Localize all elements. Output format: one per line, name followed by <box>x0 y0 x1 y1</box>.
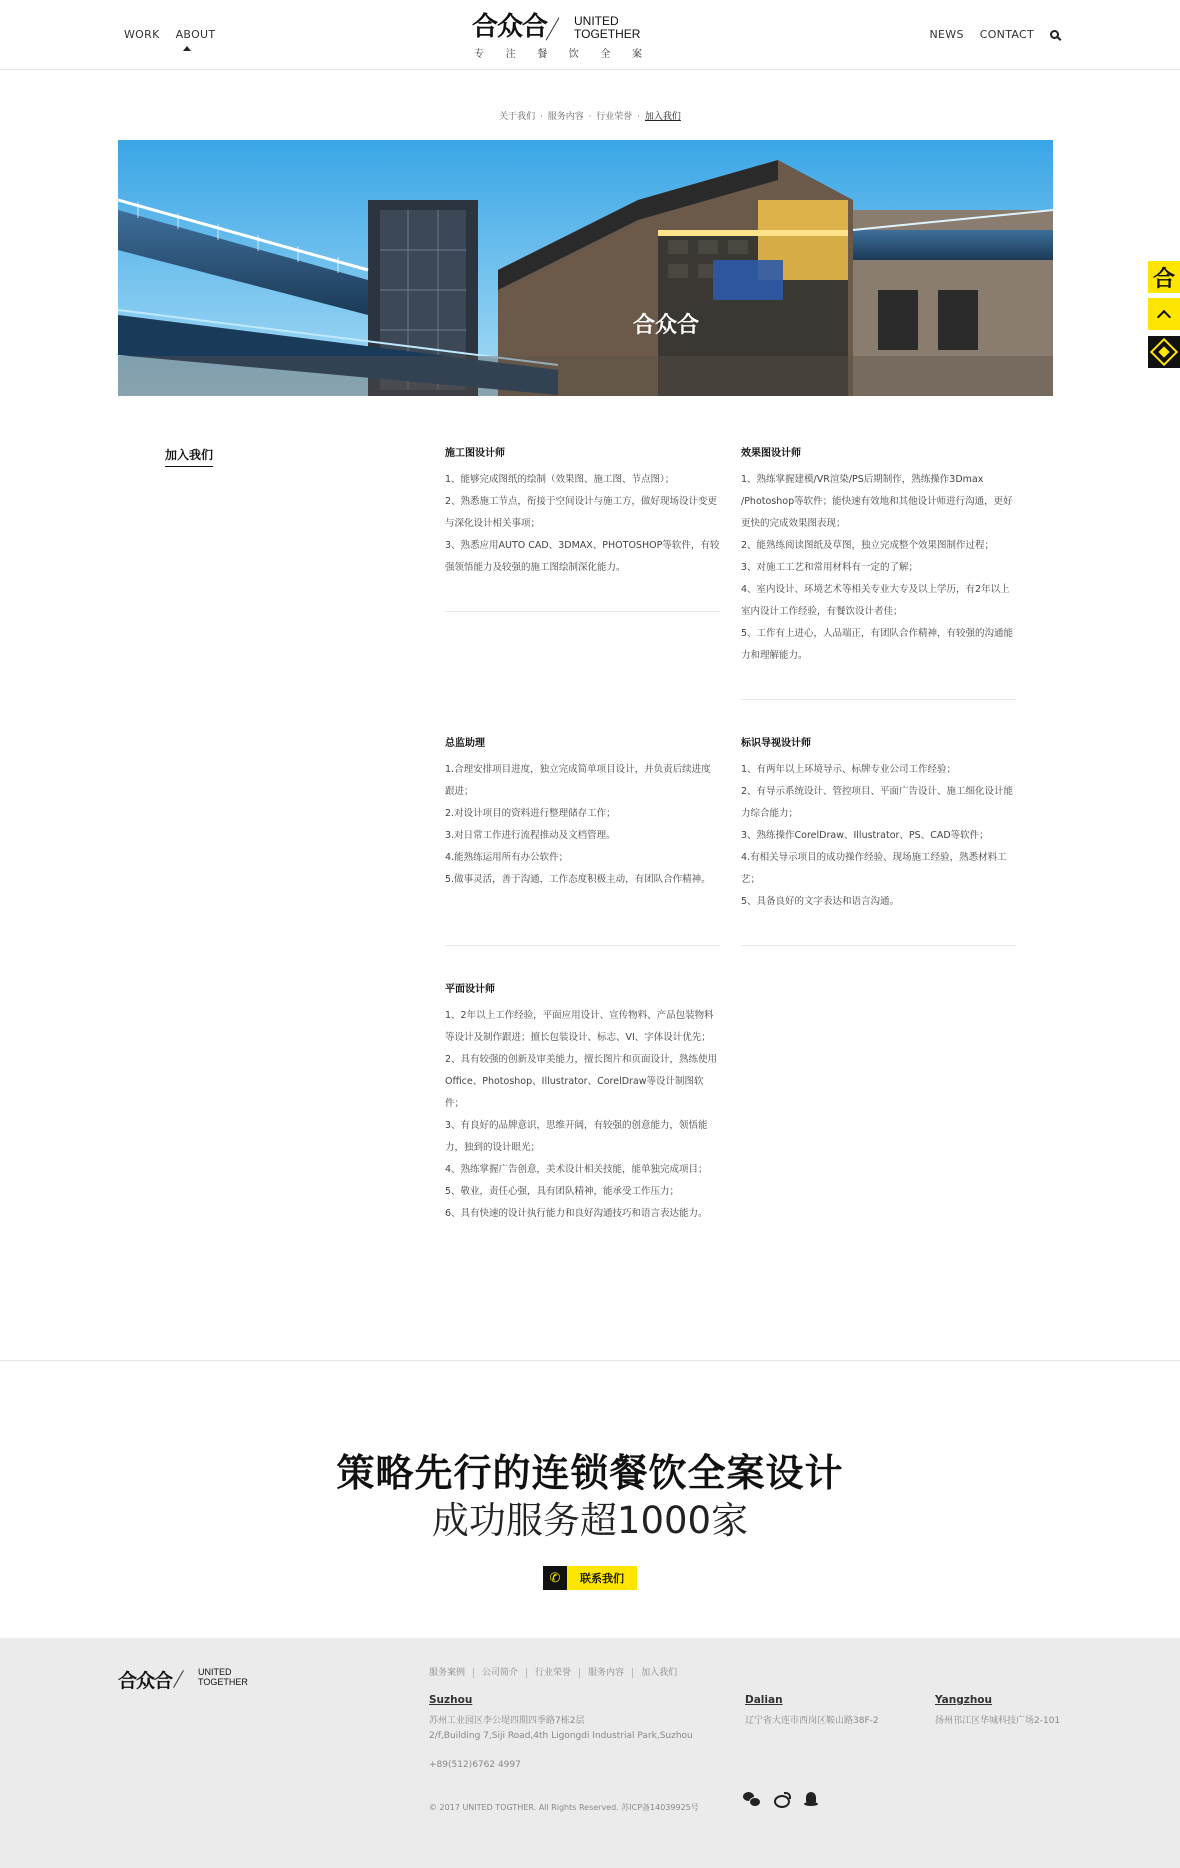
footer-link-join[interactable]: 加入我们 <box>632 1668 685 1678</box>
side-logo-glyph: 合 <box>1152 266 1175 292</box>
nav-active-caret-icon <box>183 46 191 51</box>
logo-tagline: 专 注 餐 饮 全 案 <box>474 49 642 60</box>
job-title: 总监助理 <box>445 738 485 749</box>
footer-links <box>429 1668 685 1678</box>
job-card <box>445 444 720 579</box>
footer-link-services[interactable]: 服务内容 <box>579 1668 632 1678</box>
footer-logo-english: UNITED TOGETHER <box>198 1667 248 1687</box>
footer-copyright: © 2017 UNITED TOGTHER. All Rights Reserved. 苏ICP备14039925号 <box>429 1803 699 1812</box>
logo-english: UNITED TOGETHER <box>574 14 641 41</box>
job-title: 平面设计师 <box>445 984 495 995</box>
contact-us-label: 联系我们 <box>580 1572 624 1585</box>
job-card <box>741 734 1016 913</box>
job-card <box>741 444 1016 667</box>
hero-illustration <box>118 140 1053 396</box>
qq-icon[interactable] <box>803 1792 819 1806</box>
footer-link-profile[interactable]: 公司简介 <box>473 1668 526 1678</box>
back-to-top-button[interactable] <box>1148 298 1180 330</box>
banner-headline: 策略先行的连锁餐饮全案设计 <box>336 1451 844 1495</box>
banner-subheadline: 成功服务超1000家 <box>431 1499 749 1542</box>
qr-code-icon <box>1150 338 1178 366</box>
job-divider <box>741 699 1016 700</box>
contact-us-button[interactable] <box>543 1566 637 1590</box>
job-divider <box>741 945 1016 946</box>
section-divider <box>0 1360 1180 1361</box>
logo-chinese: 合众合 <box>472 12 548 42</box>
site-footer <box>0 1638 1180 1868</box>
weibo-icon[interactable] <box>773 1792 789 1806</box>
nav-left <box>124 28 215 41</box>
wechat-icon[interactable] <box>743 1792 759 1806</box>
footer-link-honors[interactable]: 行业荣誉 <box>526 1668 579 1678</box>
job-description: 1、熟练掌握建模/VR渲染/PS后期制作，熟练操作3Dmax /Photoshop等软件；能快速有效地和其他设计师进行沟通，更好更快的完成效果图表现； 2、能熟练阅读图纸及草图，独立完成整个效果图制作过程； 3、对施工工艺和常用材料有一定的了解； 4、室内设计、环境艺术等相关专业大专及以上学历，有2年以上室内设计工作经验，有餐饮设计者佳； 5、工作有上进心，人品端正，有团队合作精神，有较强的沟通能力和理解能力。 <box>741 474 1014 661</box>
site-logo[interactable] <box>472 12 652 60</box>
job-title: 效果图设计师 <box>741 448 801 459</box>
nav-contact-link[interactable]: CONTACT <box>979 28 1034 41</box>
job-description: 1、有两年以上环境导示、标牌专业公司工作经验； 2、有导示系统设计、管控项目、平面广告设计、施工细化设计能力综合能力； 3、熟练操作CorelDraw、Illustrator、PS、CAD等软件； 4.有相关导示项目的成功操作经验、现场施工经验，熟悉材料工艺； 5、具备良好的文字表达和语言沟通。 <box>741 764 1014 907</box>
job-card <box>445 980 720 1225</box>
breadcrumb-about[interactable]: 关于我们 <box>499 112 536 122</box>
job-description: 1.合理安排项目进度，独立完成简单项目设计，并负责后续进度跟进； 2.对设计项目的资料进行整理储存工作； 3.对日常工作进行流程推动及文档管理。 4.能熟练运用所有办公软件； 5.做事灵活，善于沟通，工作态度积极主动，有团队合作精神。 <box>445 764 711 885</box>
office-dalian <box>745 1694 879 1729</box>
breadcrumb-services[interactable]: 服务内容 <box>547 112 584 122</box>
nav-about-link[interactable]: ABOUT <box>175 28 216 41</box>
hero-sign-text: 合众合 <box>633 312 700 338</box>
office-city[interactable]: Dalian <box>745 1694 783 1706</box>
hero-building-photo <box>118 140 1053 396</box>
site-header <box>0 0 1180 70</box>
qr-code-button[interactable] <box>1148 336 1180 368</box>
breadcrumb: 关于我们 · 服务内容 · 行业荣誉 · 加入我们 <box>499 112 681 122</box>
footer-phone: +89(512)6762 4997 <box>429 1760 521 1770</box>
footer-logo[interactable] <box>118 1666 268 1696</box>
logo-slash <box>546 17 560 40</box>
job-divider <box>445 611 720 612</box>
footer-link-cases[interactable]: 服务案例 <box>429 1668 466 1678</box>
breadcrumb-join[interactable]: 加入我们 <box>644 112 681 122</box>
job-title: 标识导视设计师 <box>741 738 811 749</box>
office-yangzhou <box>935 1694 1060 1729</box>
join-us-title: 加入我们 <box>165 446 213 467</box>
side-logo-button[interactable] <box>1148 261 1180 293</box>
office-address-en: 2/f,Building 7,Siji Road,4th Ligongdi Industrial Park,Suzhou <box>429 1731 693 1741</box>
office-suzhou <box>429 1694 693 1744</box>
nav-right <box>929 28 1059 41</box>
office-city[interactable]: Suzhou <box>429 1694 473 1706</box>
office-address: 辽宁省大连市西岗区鞍山路38F-2 <box>745 1716 879 1726</box>
breadcrumb-honors[interactable]: 行业荣誉 <box>596 112 633 122</box>
job-description: 1、能够完成图纸的绘制（效果图、施工图、节点图）； 2、熟悉施工节点，衔接于空间设计与施工方，做好现场设计变更与深化设计相关事项； 3、熟悉应用AUTO CAD、3DMAX、PHOTOSHOP等软件，有较强领悟能力及较强的施工图绘制深化能力。 <box>445 474 720 573</box>
office-city[interactable]: Yangzhou <box>935 1694 992 1706</box>
search-icon[interactable] <box>1050 30 1059 39</box>
office-address: 扬州邗江区华城科技广场2-101 <box>935 1716 1061 1726</box>
office-address: 苏州工业园区李公堤四期四季路7栋2层 <box>429 1716 585 1726</box>
phone-icon: ✆ <box>543 1566 567 1590</box>
social-links <box>743 1792 819 1806</box>
job-title: 施工图设计师 <box>445 448 505 459</box>
job-divider <box>445 945 720 946</box>
nav-work-link[interactable]: WORK <box>124 28 160 41</box>
footer-logo-slash <box>173 1670 184 1688</box>
chevron-up-icon <box>1157 309 1171 323</box>
job-card <box>445 734 720 891</box>
footer-logo-chinese: 合众合 <box>118 1670 173 1692</box>
job-description: 1、2年以上工作经验，平面应用设计、宣传物料、产品包装物料等设计及制作跟进；擅长包装设计、标志、VI、字体设计优先； 2、具有较强的创新及审美能力，擅长图片和页面设计，熟练使用Office、Photoshop、Illustrator、CorelDraw等设计制图软件； 3、有良好的品牌意识，思维开阔，有较强的创意能力，领悟能力，独到的设计眼光； 4、熟练掌握广告创意，美术设计相关技能，能单独完成项目； 5、敬业，责任心强，具有团队精神，能承受工作压力； 6、具有快速的设计执行能力和良好沟通技巧和语言表达能力。 <box>445 1010 718 1219</box>
nav-news-link[interactable]: NEWS <box>929 28 964 41</box>
